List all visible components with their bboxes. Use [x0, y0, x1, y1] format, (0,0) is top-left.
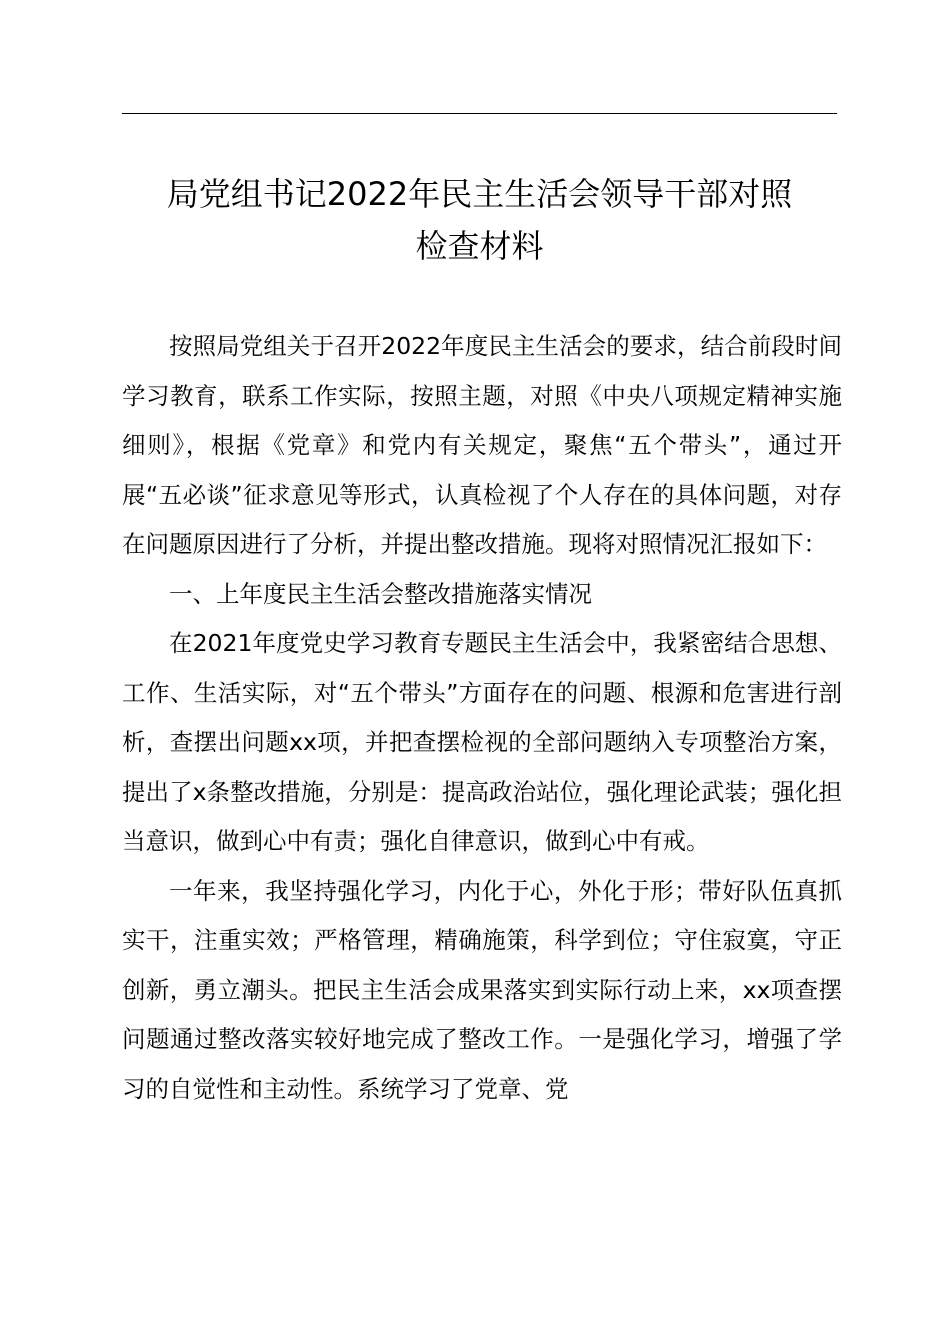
document-title: [122, 168, 837, 272]
section-heading: 一、上年度民主生活会整改措施落实情况: [169, 579, 592, 608]
intro-paragraph: 按照局党组关于召开2022年度民主生活会的要求，结合前段时间学习教育，联系工作实际，按照主题，对照《中央八项规定精神实施细则》，根据《党章》和党内有关规定，聚焦“五个带头”，通过开展“五必谈”征求意见等形式，认真检视了个人存在的具体问题，对存在问题原因进行了分析，并提出整改措施。现将对照情况汇报如下：: [122, 332, 842, 558]
header-rule: [122, 113, 837, 114]
title-line-2: 检查材料: [415, 227, 544, 265]
body-paragraph: 一年来，我坚持强化学习，内化于心，外化于形；带好队伍真抓实干，注重实效；严格管理，精确施策，科学到位；守住寂寞，守正创新，勇立潮头。把民主生活会成果落实到实际行动上来，xx项查摆问题通过整改落实较好地完成了整改工作。一是强化学习，增强了学习的自觉性和主动性。系统学习了党章、党: [122, 876, 842, 1103]
body-paragraph: 在2021年度党史学习教育专题民主生活会中，我紧密结合思想、工作、生活实际，对“五个带头”方面存在的问题、根源和危害进行剖析，查摆出问题xx项，并把查摆检视的全部问题纳入专项整治方案，提出了x条整改措施，分别是：提高政治站位，强化理论武装；强化担当意识，做到心中有责；强化自律意识，做到心中有戒。: [122, 629, 843, 855]
document-body: [122, 322, 842, 1114]
title-line-1: 局党组书记2022年民主生活会领导干部对照: [166, 175, 793, 213]
